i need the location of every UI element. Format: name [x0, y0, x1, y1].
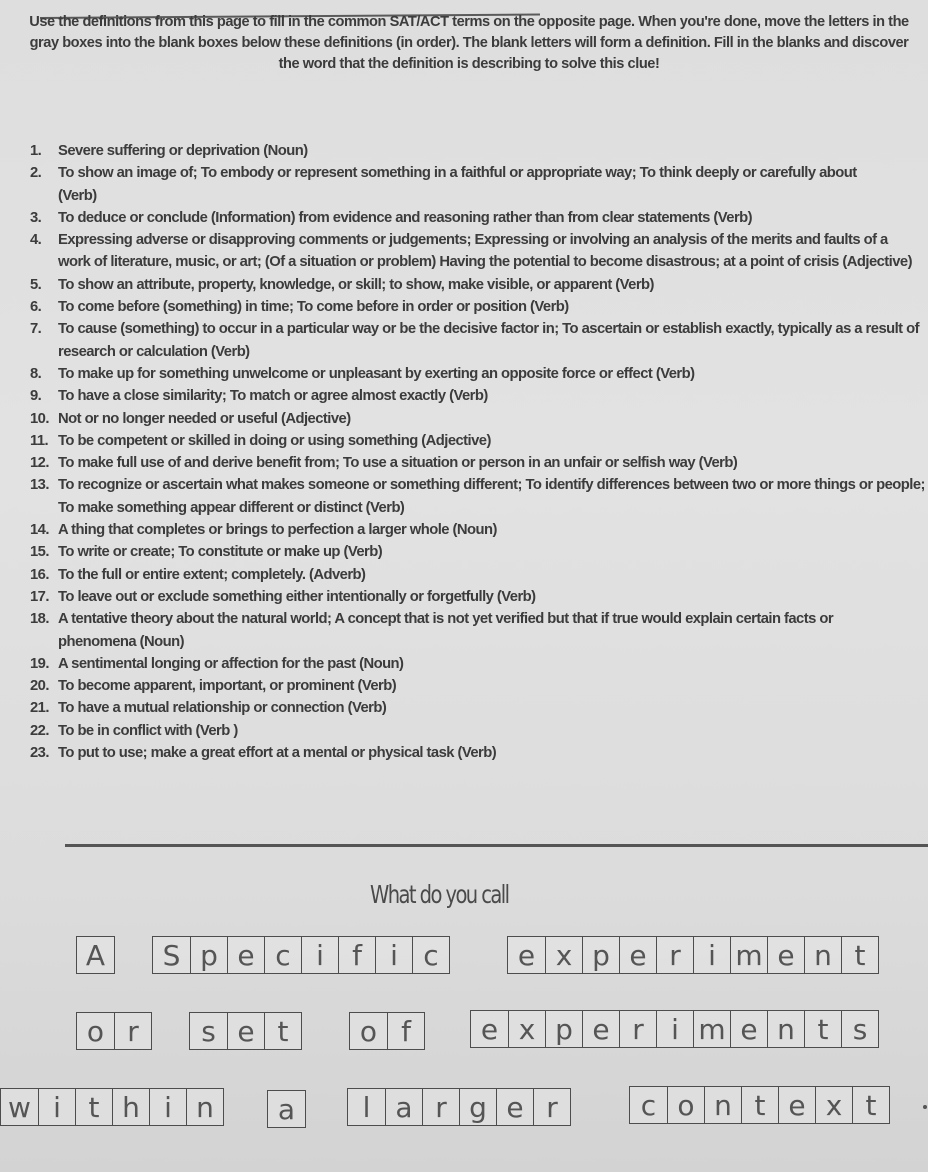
letter-cell: t — [741, 1087, 778, 1123]
letter-cell: m — [730, 937, 767, 973]
letter-cell: x — [508, 1011, 545, 1047]
definition-text: To the full or entire extent; completely. (Adverb) — [58, 566, 366, 583]
letter-cell: n — [804, 937, 841, 973]
definition-item — [30, 452, 928, 474]
definitions-list — [30, 140, 928, 764]
definition-number: 15. — [30, 544, 49, 561]
letter-cell: r — [619, 1011, 656, 1047]
definition-text: To have a mutual relationship or connection (Verb) — [58, 700, 387, 717]
letter-cell: e — [480, 1012, 499, 1046]
letter-cell: e — [767, 937, 804, 973]
letter-cell: o — [359, 1014, 378, 1048]
letter-cell: n — [186, 1089, 223, 1125]
letter-cell: n — [767, 1011, 804, 1047]
definition-number: 6. — [30, 299, 42, 316]
definition-item — [30, 720, 928, 742]
definition-text: Expressing adverse or disapproving comments or judgements; Expressing or involving an analysis of the merits and faults of a work of literature, music, or art; (Of a situation or problem) Having the potential to become disastrous; at a point of crisis (Adjective) — [58, 232, 912, 271]
definition-item — [30, 274, 928, 296]
letter-cell: t — [804, 1011, 841, 1047]
letter-cell: h — [112, 1089, 149, 1125]
letter-cell: e — [517, 938, 536, 972]
definition-item — [30, 675, 928, 697]
letter-cell: t — [75, 1089, 112, 1125]
letter-cell: c — [412, 937, 449, 973]
answer-word-box — [189, 1012, 302, 1050]
definition-text: To make full use of and derive benefit from; To use a situation or person in an unfair or selfish way (Verb) — [58, 455, 738, 472]
definition-number: 4. — [30, 232, 42, 249]
definition-item — [30, 541, 928, 563]
riddle-title: What do you call — [370, 880, 509, 909]
definition-number: 22. — [30, 722, 49, 739]
letter-cell: t — [852, 1087, 889, 1123]
definition-number: 8. — [30, 365, 42, 382]
letter-cell: e — [619, 937, 656, 973]
definition-item — [30, 608, 928, 653]
definition-text: To leave out or exclude something either intentionally or forgetfully (Verb) — [58, 588, 536, 605]
definition-text: A tentative theory about the natural world; A concept that is not yet verified but that if true would explain certain facts or phenomena (Noun) — [58, 611, 834, 650]
definition-text: To be competent or skilled in doing or using something (Adjective) — [58, 432, 491, 449]
definition-number: 20. — [30, 678, 49, 695]
definition-item — [30, 586, 928, 608]
letter-cell: i — [149, 1089, 186, 1125]
definition-item — [30, 697, 928, 719]
definition-number: 14. — [30, 522, 49, 539]
definition-item — [30, 229, 928, 274]
definition-item — [30, 653, 928, 675]
definition-number: 23. — [30, 745, 49, 762]
definition-number: 16. — [30, 566, 49, 583]
answer-word-box — [0, 1088, 224, 1126]
definition-text: To cause (something) to occur in a particular way or be the decisive factor in; To ascertain or establish exactly, typically as a result of research or calculation (Verb) — [58, 321, 919, 360]
letter-cell: c — [640, 1088, 657, 1122]
definition-number: 3. — [30, 209, 42, 226]
letter-cell: f — [338, 937, 375, 973]
definition-item — [30, 318, 928, 363]
letter-cell: p — [582, 937, 619, 973]
pen-mark — [923, 1105, 927, 1109]
answer-word-box — [267, 1090, 306, 1128]
definition-number: 18. — [30, 611, 49, 628]
definition-number: 17. — [30, 588, 49, 605]
answer-word-box — [76, 1012, 152, 1050]
definition-number: 5. — [30, 276, 42, 293]
definition-number: 2. — [30, 165, 42, 182]
letter-cell: p — [545, 1011, 582, 1047]
definition-item — [30, 296, 928, 318]
definition-item — [30, 564, 928, 586]
answer-word-box — [470, 1010, 879, 1048]
letter-cell: i — [301, 937, 338, 973]
answer-word-box — [349, 1012, 425, 1050]
definition-item — [30, 408, 928, 430]
letter-cell: w — [8, 1090, 31, 1124]
letter-cell: i — [38, 1089, 75, 1125]
definition-item — [30, 742, 928, 764]
definition-number: 21. — [30, 700, 49, 717]
answer-word-box — [76, 936, 115, 974]
letter-cell: s — [841, 1011, 878, 1047]
letter-cell: p — [190, 937, 227, 973]
definition-number: 10. — [30, 410, 49, 427]
letter-cell: o — [667, 1087, 704, 1123]
letter-cell: r — [114, 1013, 151, 1049]
letter-cell: o — [86, 1014, 105, 1048]
letter-cell: x — [545, 937, 582, 973]
definition-text: Not or no longer needed or useful (Adjective) — [58, 410, 351, 427]
definition-item — [30, 430, 928, 452]
letter-cell: s — [201, 1014, 216, 1048]
definition-text: To deduce or conclude (Information) from evidence and reasoning rather than from clear statements (Verb) — [58, 209, 753, 226]
definition-number: 11. — [30, 432, 49, 449]
definition-item — [30, 385, 928, 407]
answer-word-box — [347, 1088, 571, 1126]
answer-word-box — [629, 1086, 890, 1124]
definition-item — [30, 474, 928, 519]
definition-number: 1. — [30, 143, 42, 159]
answer-word-box — [507, 936, 879, 974]
definition-text: To put to use; make a great effort at a mental or physical task (Verb) — [58, 745, 497, 762]
letter-cell: r — [533, 1089, 570, 1125]
definition-text: To come before (something) in time; To come before in order or position (Verb) — [58, 299, 569, 316]
letter-cell: e — [496, 1089, 533, 1125]
answer-divider-line — [65, 844, 928, 847]
letter-cell: r — [422, 1089, 459, 1125]
definition-number: 12. — [30, 455, 49, 472]
definition-number: 13. — [30, 477, 49, 494]
letter-cell: r — [656, 937, 693, 973]
answer-word-box — [152, 936, 450, 974]
definition-text: To become apparent, important, or prominent (Verb) — [58, 678, 397, 695]
definition-number: 9. — [30, 388, 42, 405]
letter-cell: e — [730, 1011, 767, 1047]
letter-cell: A — [85, 938, 106, 972]
letter-cell: c — [264, 937, 301, 973]
definition-item — [30, 363, 928, 385]
definition-text: A sentimental longing or affection for the past (Noun) — [58, 655, 404, 672]
definition-item — [30, 519, 928, 541]
letter-cell: g — [459, 1089, 496, 1125]
definition-item — [30, 140, 928, 162]
letter-cell: i — [693, 937, 730, 973]
definition-text: To show an image of; To embody or represent something in a faithful or appropriate way; To think deeply or carefully about (Verb) — [58, 165, 857, 204]
definition-text: To be in conflict with (Verb ) — [58, 722, 238, 739]
definition-text: To write or create; To constitute or make up (Verb) — [58, 544, 383, 561]
definition-number: 7. — [30, 321, 42, 338]
instructions-paragraph: Use the definitions from this page to fill in the common SAT/ACT terms on the opposite page. When you're done, move the letters in the gray boxes into the blank boxes below these definitions (in order). The blank letters will form a definition. Fill in the blanks and discover the word that the definition is describing to solve this clue! — [29, 14, 909, 72]
definition-text: To recognize or ascertain what makes someone or something different; To identify differences between two or more things or people; To make something appear different or distinct (Verb) — [58, 477, 925, 516]
letter-cell: x — [815, 1087, 852, 1123]
definition-item — [30, 207, 928, 229]
definition-number: 19. — [30, 655, 49, 672]
letter-cell: e — [582, 1011, 619, 1047]
letter-cell: e — [778, 1087, 815, 1123]
definition-text: To show an attribute, property, knowledge, or skill; to show, make visible, or apparent (Verb) — [58, 276, 654, 293]
letter-cell: l — [362, 1090, 371, 1124]
definition-text: A thing that completes or brings to perfection a larger whole (Noun) — [58, 522, 497, 539]
letter-cell: i — [656, 1011, 693, 1047]
definition-text: To make up for something unwelcome or unpleasant by exerting an opposite force or effect (Verb) — [58, 365, 695, 382]
letter-cell: t — [841, 937, 878, 973]
definition-text: To have a close similarity; To match or agree almost exactly (Verb) — [58, 388, 488, 405]
letter-cell: f — [387, 1013, 424, 1049]
letter-cell: e — [227, 1013, 264, 1049]
letter-cell: m — [693, 1011, 730, 1047]
letter-cell: n — [704, 1087, 741, 1123]
definition-item — [30, 162, 928, 207]
letter-cell: e — [227, 937, 264, 973]
letter-cell: i — [375, 937, 412, 973]
letter-cell: t — [264, 1013, 301, 1049]
letter-cell: a — [385, 1089, 422, 1125]
letter-cell: a — [277, 1092, 296, 1126]
letter-cell: S — [162, 938, 181, 972]
definition-text: Severe suffering or deprivation (Noun) — [58, 143, 308, 159]
